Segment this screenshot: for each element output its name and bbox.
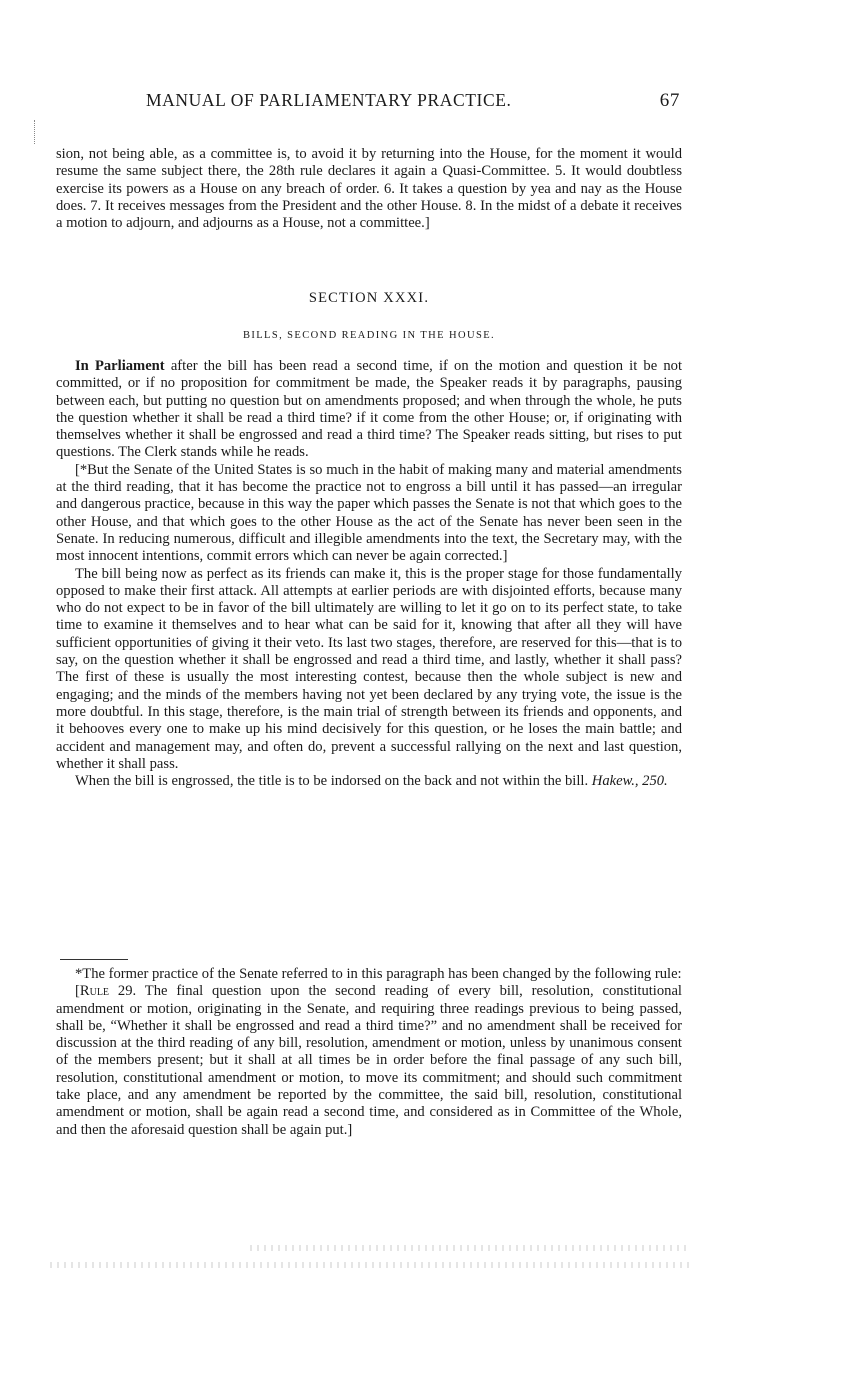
rule-body: The final question upon the second reading of every bill, resolution, constitutional amendment or motion, originating in the Senate, and requiring three readings previous to being passed, shall be, “Whether it shall be engrossed and read a third time?” and no amendment shall be received for discussion at the third reading of any bill, resolution, amendment or motion, unless by unanimous consent of the members present; but it shall at all times be in order before the final passage of any such bill, resolution, constitutional amendment or motion, to move its commitment; and should such commitment take place, and any amendment be reported by the committee, the said bill, resolution, constitutional amendment or motion, shall be again read a second time, and considered as in Committee of the Whole, and then the aforesaid question shall be again put.] xyxy=(56,983,682,1138)
paragraph-4 xyxy=(56,773,682,790)
footnote-intro: *The former practice of the Senate referred to in this paragraph has been changed by the following rule: xyxy=(75,966,682,982)
footnote xyxy=(56,966,682,1139)
paragraph-2 xyxy=(56,462,682,566)
page-number: 67 xyxy=(659,90,680,111)
paragraph-text: [*But the Senate of the United States is so much in the habit of making many and material amendments at the third reading, that it has become the practice not to engross a bill until it has passed—an irregular and dangerous practice, because in this way the paper which passes the Senate is not that which goes to the other House, and that which goes to the other House as the act of the Senate has never been seen in the Senate. In reducing numerous, difficult and illegible amendments into the text, the Secretary may, with the most innocent intentions, commit errors which can never be again corrected.] xyxy=(56,461,682,565)
rule-label: [Rule 29. xyxy=(75,983,137,1000)
margin-marks xyxy=(34,120,39,144)
paragraph-text: after the bill has been read a second time, if on the motion and question it be not committed, or if no proposition for commitment be made, the Speaker reads it by paragraphs, pausing between each, but putting no question but on amendments proposed; and when through the whole, he puts the question whether it shall be read a third time? if it come from the other House; or, if originating with themselves whether it shall be engrossed and read a third time? The Speaker reads sitting, but rises to put questions. The Clerk stands while he reads. xyxy=(56,358,683,461)
paragraph-text: The bill being now as perfect as its friends can make it, this is the proper stage for those fundamentally opposed to make their first attack. All attempts at earlier periods are with disjointed efforts, because many who do not expect to be in favor of the bill ultimately are willing to let it go on to its perfect state, to take time to examine it themselves and to hear what can be said for it, knowing that after all they will have sufficient opportunities of giving it their veto. Its last two stages, therefore, are reserved for this—that is to say, on the question whether it shall be engrossed and read a third time, and lastly, whether it shall pass? The first of these is usually the most interesting contest, because then the whole subject is new and engaging; and the minds of the members having not yet been declared by any trying vote, the issue is the more doubtful. In this stage, therefore, is the main trial of strength between its friends and opponents, and it behooves every one to make up his mind decisively for this question, or he loses the main battle; and accident and management may, and often do, prevent a successful rallying on the next and last question, whether it shall pass. xyxy=(56,565,682,772)
carryover-paragraph xyxy=(56,146,682,232)
carryover-text: sion, not being able, as a committee is, to avoid it by returning into the House, for the moment it would resume the same subject there, the 28th rule declares it again a Quasi-Committee. 5. It would doubtless exercise its powers as a House on any breach of order. 6. It takes a question by yea and nay as the House does. 7. It receives messages from the President and the other House. 8. In the midst of a debate it receives a motion to adjourn, and adjourns as a House, not a committee.] xyxy=(56,146,682,232)
section-heading: SECTION XXXI. xyxy=(308,290,430,306)
paragraph-text: When the bill is engrossed, the title is to be indorsed on the back and not within the bill. xyxy=(75,773,589,790)
show-through-line xyxy=(50,1262,690,1268)
paragraph-3 xyxy=(56,566,682,774)
footnote-rule-text xyxy=(56,983,682,1139)
paragraph-1 xyxy=(56,358,682,462)
citation: Hakew., 250. xyxy=(591,773,668,790)
lead-in: In Parliament xyxy=(75,358,165,374)
running-head xyxy=(146,90,680,116)
running-title: MANUAL OF PARLIAMENTARY PRACTICE. xyxy=(146,90,512,110)
footnote-divider xyxy=(60,959,128,960)
section-subheading: BILLS, SECOND READING IN THE HOUSE. xyxy=(242,330,496,341)
section-body xyxy=(56,358,682,790)
show-through-line xyxy=(250,1245,690,1251)
